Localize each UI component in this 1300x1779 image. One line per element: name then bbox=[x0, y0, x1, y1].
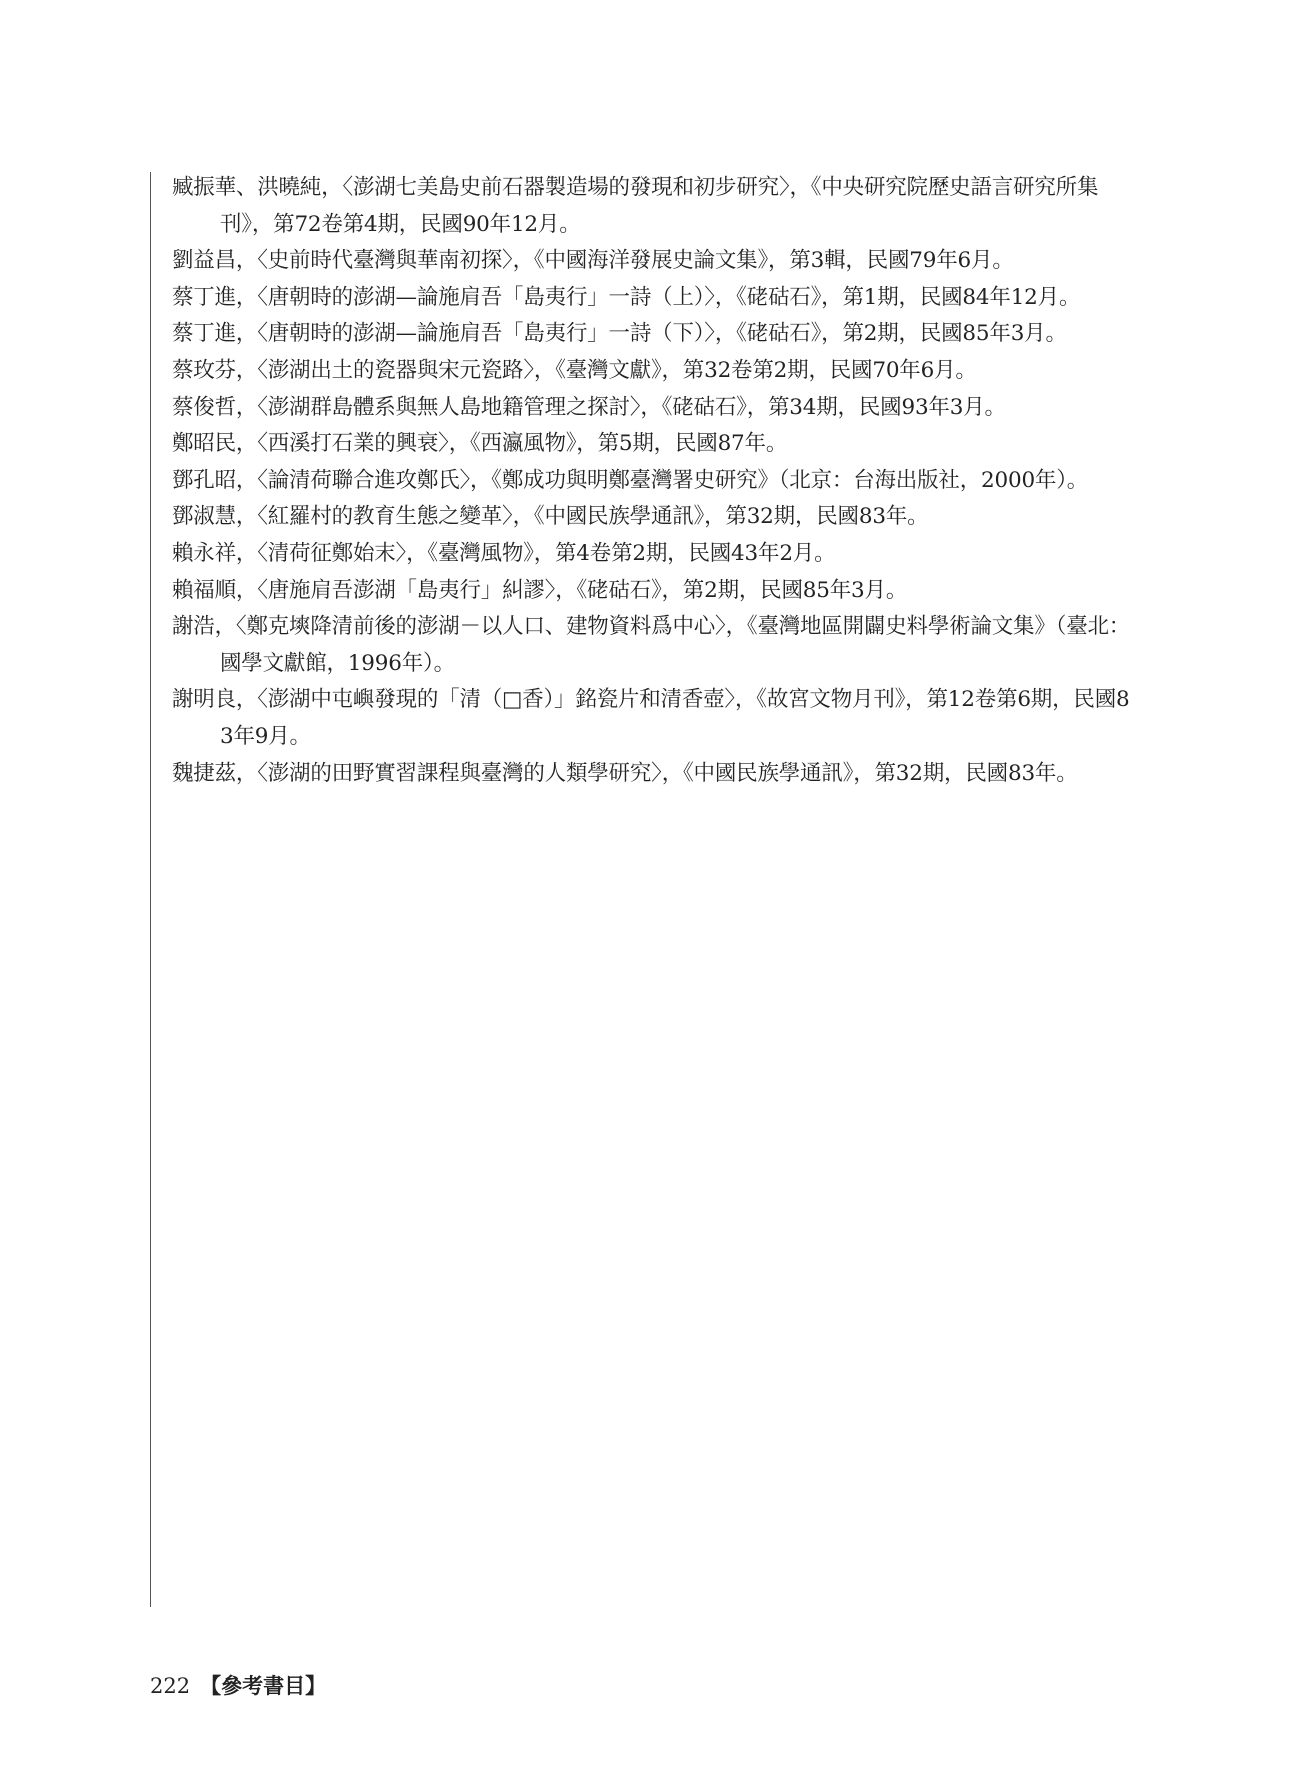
reference-entry: 謝明良，〈澎湖中屯嶼發現的「清（□香）」銘瓷片和清香壺〉，《故宮文物月刊》，第12卷第6期，民國83年9月。 bbox=[172, 687, 1130, 749]
reference-entry: 劉益昌，〈史前時代臺灣與華南初探〉，《中國海洋發展史論文集》，第3輯，民國79年6月。 bbox=[172, 248, 1014, 274]
running-section-title: 【參考書目】 bbox=[200, 1673, 327, 1698]
reference-entry: 賴永祥，〈清荷征鄭始末〉，《臺灣風物》，第4卷第2期，民國43年2月。 bbox=[172, 540, 836, 566]
reference-entry: 賴福順，〈唐施肩吾澎湖「島夷行」糾謬〉，《硓𥑮石》，第2期，民國85年3月。 bbox=[172, 577, 908, 603]
page-footer bbox=[150, 1673, 326, 1699]
reference-list bbox=[172, 170, 1132, 792]
reference-entry: 魏捷茲，〈澎湖的田野實習課程與臺灣的人類學研究〉，《中國民族學通訊》，第32期，民國83年。 bbox=[172, 760, 1078, 786]
reference-entry: 蔡俊哲，〈澎湖群島體系與無人島地籍管理之探討〉，《硓𥑮石》，第34期，民國93年3月。 bbox=[172, 394, 1006, 420]
reference-entry: 臧振華、洪曉純，〈澎湖七美島史前石器製造場的發現和初步研究〉，《中央研究院歷史語言研究所集刊》，第72卷第4期，民國90年12月。 bbox=[172, 175, 1099, 237]
reference-entry: 謝浩，〈鄭克塽降清前後的澎湖－以人口、建物資料爲中心〉，《臺灣地區開闢史料學術論文集》（臺北：國學文獻館，1996年）。 bbox=[172, 614, 1131, 676]
reference-entry: 蔡玫芬，〈澎湖出土的瓷器與宋元瓷路〉，《臺灣文獻》，第32卷第2期，民國70年6月。 bbox=[172, 357, 977, 383]
reference-entry: 鄭昭民，〈西溪打石業的興衰〉，《西瀛風物》，第5期，民國87年。 bbox=[172, 431, 788, 457]
reference-entry: 蔡丁進，〈唐朝時的澎湖—論施肩吾「島夷行」一詩（下）〉，《硓𥑮石》，第2期，民國85年3月。 bbox=[172, 321, 1067, 347]
page-number: 222 bbox=[150, 1674, 191, 1698]
reference-entry: 鄧淑慧，〈紅羅村的教育生態之變革〉，《中國民族學通訊》，第32期，民國83年。 bbox=[172, 504, 929, 530]
margin-rule bbox=[150, 172, 151, 1607]
reference-entry: 蔡丁進，〈唐朝時的澎湖—論施肩吾「島夷行」一詩（上）〉，《硓𥑮石》，第1期，民國84年12月。 bbox=[172, 284, 1081, 310]
reference-entry: 鄧孔昭，〈論清荷聯合進攻鄭氏〉，《鄭成功與明鄭臺灣署史研究》（北京：台海出版社，2000年）。 bbox=[172, 467, 1089, 493]
